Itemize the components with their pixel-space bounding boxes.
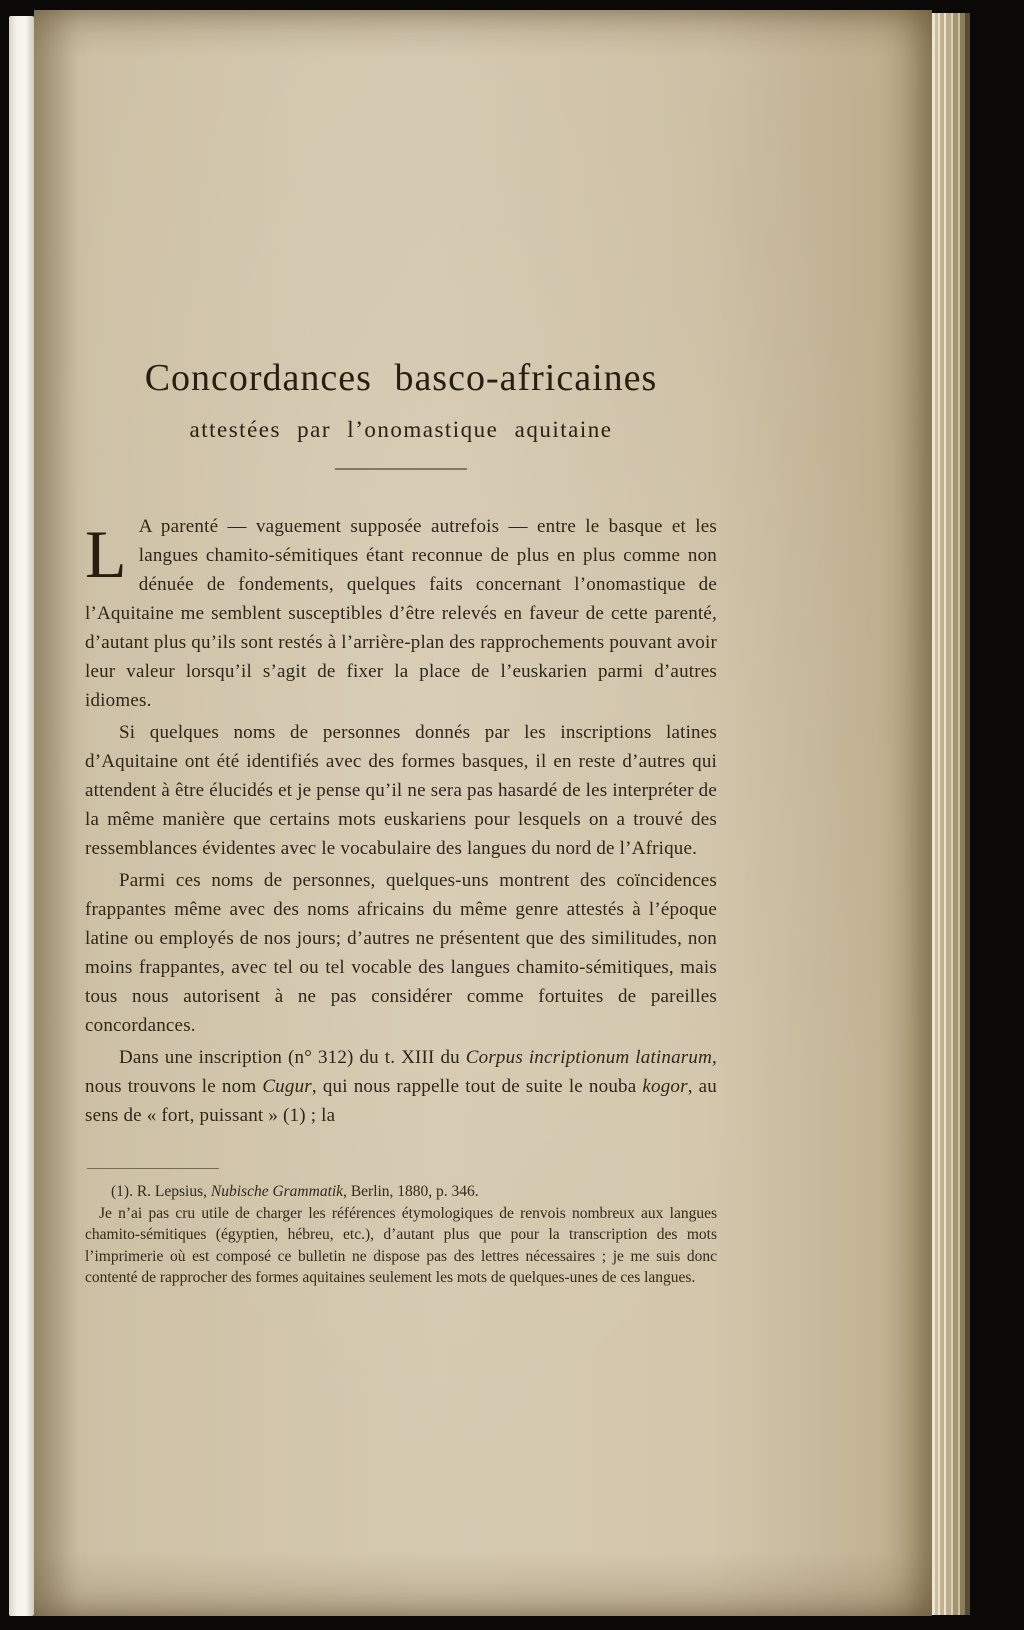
footnote [85,1168,717,1289]
text-segment: , au sens de « fort, puissant » (1) ; la [85,1076,717,1126]
stacked-page-edges [932,13,970,1615]
text-segment: Dans une inscription (n° 312) du t. XIII du [119,1047,466,1068]
text-segment: (1). R. Lepsius, [111,1183,211,1200]
page-title: Concordances basco-africaines [144,357,658,399]
title-rule [335,468,467,470]
text-segment: , Berlin, 1880, p. 346. [343,1183,479,1200]
paragraph-3: Parmi ces noms de personnes, quelques-uns montrent des coïncidences frappantes même avec des noms africains du même genre attestés à l’époque latine ou employés de nos jours; d’autres ne présentent que des similitudes, non moins frappantes, avec tel ou tel vocable des langues chamito-sémitiques, mais tous nous autorisent à ne pas considérer comme fortuites de pareilles concordances. [85,870,717,1036]
footnote-note: Je n’ai pas cru utile de charger les références étymologiques de renvois nombreux aux langues chamito-sémitiques (égyptien, hébreu, etc.), d’autant plus que pour la transcription des mots l’imprimerie où est composé ce bulletin ne dispose pas des lettres nécessaires ; je me suis donc contenté de rapprocher des formes aquitaines seulement les mots de quelques-unes de ces langues. [85,1204,717,1286]
italic-term-cugur: Cugur [262,1076,312,1097]
body-text [85,512,717,1130]
facing-page-edge [9,16,34,1616]
text-segment: , qui nous rappelle tout de suite le nouba [311,1076,643,1097]
page-content [85,356,717,1289]
footnote-reference [85,1181,717,1203]
italic-term-corpus: Corpus incriptionum latinarum [465,1047,713,1068]
text-segment: , nous trouvons le nom [85,1047,717,1097]
paragraph-1-text: A parenté — vaguement supposée autrefois — entre le basque et les langues chamito-sémitiques étant reconnue de plus en plus comme non dénuée de fondements, quelques faits concernant l’onomastique de l’Aquitaine me semblent susceptibles d’être relevés en faveur de cette parenté, d’autant plus qu’ils sont restés à l’arrière-plan des rapprochements pouvant avoir leur valeur lorsqu’il s’agit de fixer la place de l’euskarien parmi d’autres idiomes. [85,516,717,711]
italic-term-kogor: kogor [642,1076,688,1097]
italic-term-grammatik: Nubische Grammatik [210,1183,344,1200]
paper-page [34,10,932,1616]
page-subtitle: attestées par l’onomastique aquitaine [189,417,613,442]
footnote-separator [87,1168,219,1169]
paragraph-1 [85,512,717,715]
paragraph-4 [85,1043,717,1130]
drop-cap: L [85,516,127,592]
paragraph-2: Si quelques noms de personnes donnés par les inscriptions latines d’Aquitaine ont été identifiés avec des formes basques, il en reste d’autres qui attendent à être élucidés et je pense qu’il ne sera pas hasardé de les interpréter de la même manière que certains mots euskariens pour lesquels on a trouvé des ressemblances évidentes avec le vocabulaire des langues du nord de l’Afrique. [85,722,717,859]
